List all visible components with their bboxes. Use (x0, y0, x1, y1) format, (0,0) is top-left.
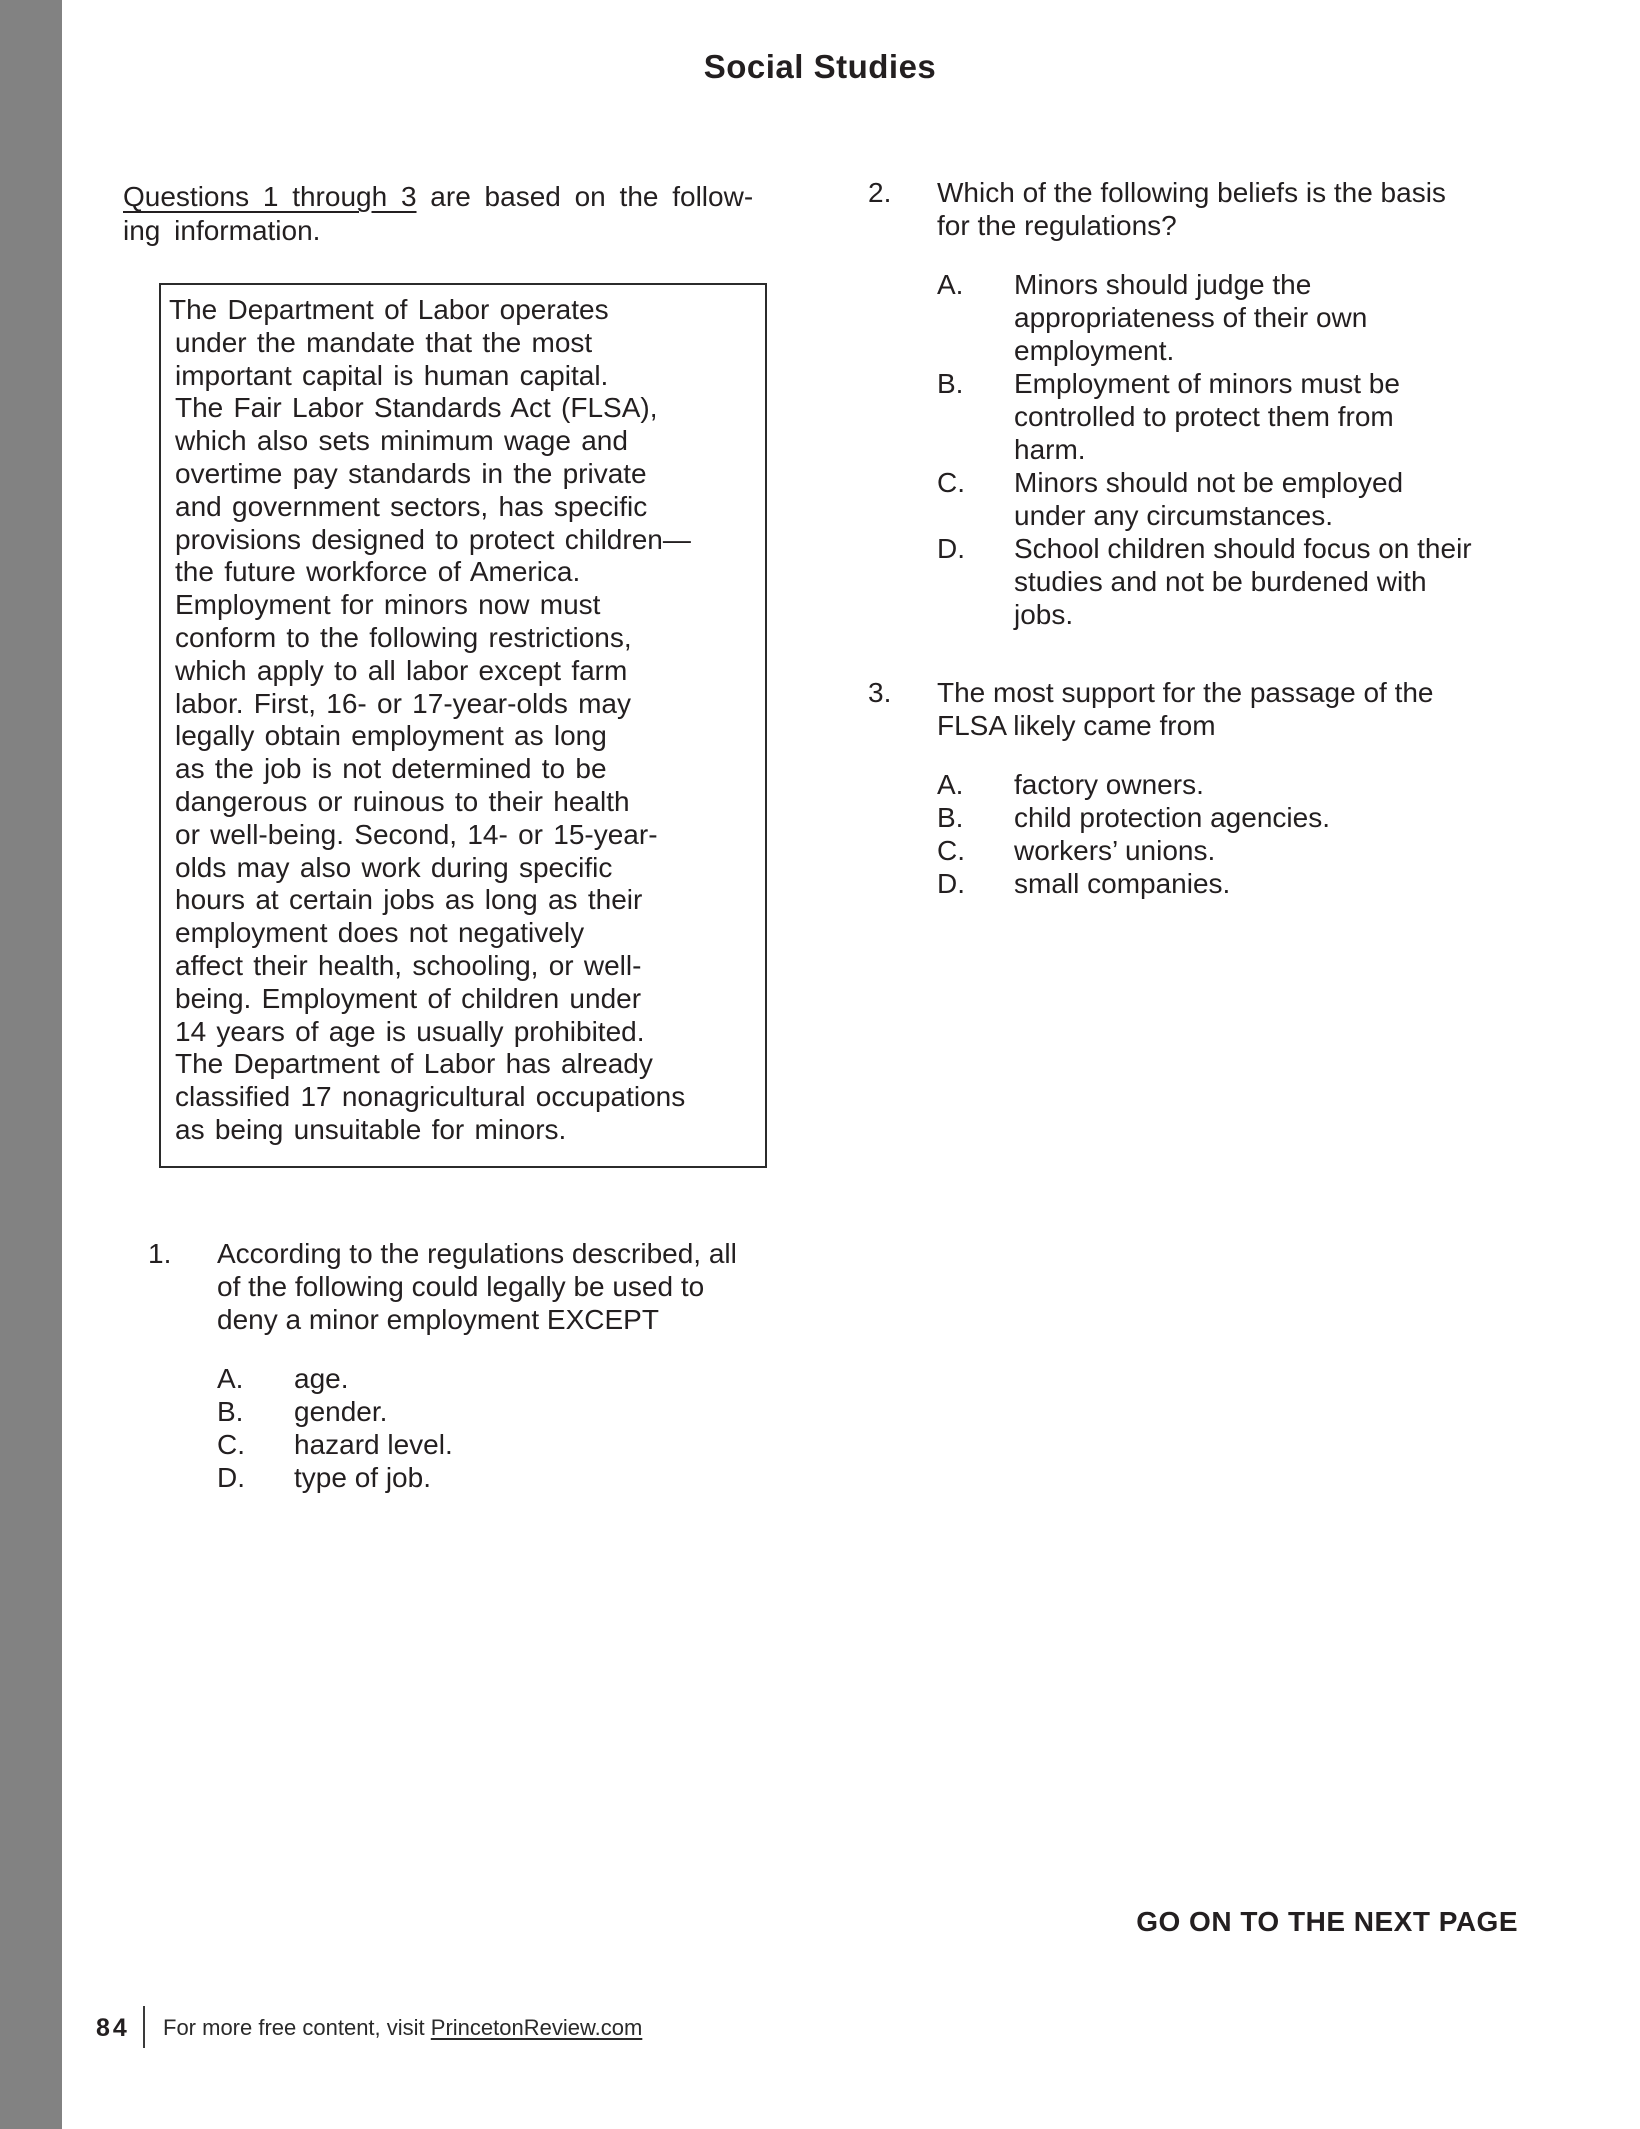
intro-underlined-text: Questions 1 through 3 (123, 181, 417, 212)
option-text (1014, 367, 1400, 466)
passage-line: The Fair Labor Standards Act (FLSA), (175, 392, 658, 424)
option-line: workers’ unions. (1014, 835, 1216, 866)
option-line: Minors should not be employed (1014, 467, 1404, 498)
question-number: 2. (868, 177, 892, 208)
passage-line: which also sets minimum wage and (175, 425, 628, 457)
question-2 (868, 176, 1472, 631)
passage-line: which apply to all labor except farm (175, 654, 628, 686)
stem-options-gap (217, 1336, 737, 1362)
page-number: 84 (96, 2014, 130, 2042)
passage-line: hours at certain jobs as long as their (175, 884, 643, 916)
passage-line: 14 years of age is usually prohibited. (175, 1015, 645, 1047)
go-on-instruction: GO ON TO THE NEXT PAGE (1136, 1906, 1518, 1937)
option-letter: C. (217, 1429, 245, 1460)
page-title: Social Studies (703, 48, 937, 85)
intro-line-1-rest: are based on the follow- (416, 181, 754, 212)
option-letter: A. (217, 1363, 244, 1394)
option-line: appropriateness of their own (1014, 302, 1368, 333)
passage-line: The Department of Labor operates (169, 294, 609, 325)
question-body (937, 676, 1434, 900)
question-stem-line: Which of the following beliefs is the basis (937, 177, 1446, 208)
option-line: studies and not be burdened with (1014, 566, 1427, 597)
option-letter: B. (937, 802, 964, 833)
option-text (1014, 768, 1204, 801)
passage-line: as the job is not determined to be (175, 753, 607, 785)
passage-line: conform to the following restrictions, (175, 621, 632, 653)
option-letter: A. (937, 769, 964, 800)
question-stem-line: for the regulations? (937, 210, 1177, 241)
question-stem-line: The most support for the passage of the (937, 677, 1434, 708)
option-letter: D. (937, 868, 965, 899)
passage-line: labor. First, 16- or 17-year-olds may (175, 687, 631, 719)
passage-line: legally obtain employment as long (175, 720, 607, 752)
passage-line: affect their health, schooling, or well- (175, 949, 642, 981)
question-body (217, 1237, 737, 1494)
option-text (294, 1395, 387, 1428)
passage-line: and government sectors, has specific (175, 490, 648, 522)
option-row (217, 1362, 737, 1395)
option-row (217, 1461, 737, 1494)
intro-line-1 (123, 180, 757, 214)
option-line: gender. (294, 1396, 388, 1427)
option-text (294, 1461, 431, 1494)
option-line: small companies. (1014, 868, 1231, 899)
intro-paragraph (123, 180, 757, 248)
passage-line: under the mandate that the most (175, 326, 593, 358)
passage-line: the future workforce of America. (175, 556, 581, 588)
option-row (217, 1395, 737, 1428)
option-line: factory owners. (1014, 769, 1204, 800)
option-letter: B. (937, 368, 964, 399)
option-letter: D. (937, 533, 965, 564)
option-line: child protection agencies. (1014, 802, 1330, 833)
passage-line: Employment for minors now must (175, 589, 601, 621)
passage-line: or well-being. Second, 14- or 15-year- (175, 818, 658, 850)
option-text (1014, 834, 1215, 867)
left-margin-bar (0, 0, 62, 2129)
passage-line: classified 17 nonagricultural occupations (175, 1081, 686, 1113)
option-row (937, 768, 1434, 801)
option-line: hazard level. (294, 1429, 453, 1460)
option-line: Employment of minors must be (1014, 368, 1400, 399)
option-letter: A. (937, 269, 964, 300)
option-text (1014, 268, 1367, 367)
option-row (937, 268, 1472, 367)
option-row (937, 466, 1472, 532)
option-text (1014, 466, 1403, 532)
passage-line: olds may also work during specific (175, 851, 613, 883)
passage-box (159, 283, 767, 1168)
passage-line: provisions designed to protect children— (175, 523, 691, 555)
footer-divider (143, 2006, 145, 2048)
option-text (1014, 801, 1330, 834)
passage-line: important capital is human capital. (175, 359, 609, 391)
question-body (937, 176, 1472, 631)
option-row (937, 867, 1434, 900)
option-line: School children should focus on their (1014, 533, 1472, 564)
passage-line: dangerous or ruinous to their health (175, 785, 630, 817)
footer-link[interactable]: PrincetonReview.com (430, 2015, 643, 2040)
footer-note (163, 2015, 642, 2041)
option-line: type of job. (294, 1462, 431, 1493)
option-line: age. (294, 1363, 349, 1394)
option-text (294, 1362, 349, 1395)
option-letter: C. (937, 467, 965, 498)
option-letter: C. (937, 835, 965, 866)
question-stem-line: deny a minor employment EXCEPT (217, 1304, 659, 1335)
passage-line: as being unsuitable for minors. (175, 1113, 567, 1145)
passage-line: The Department of Labor has already (175, 1048, 653, 1080)
option-row (937, 367, 1472, 466)
option-row (937, 801, 1434, 834)
option-line: employment. (1014, 335, 1175, 366)
page-footer (0, 2006, 1640, 2052)
option-line: controlled to protect them from (1014, 401, 1394, 432)
option-row (937, 532, 1472, 631)
option-letter: D. (217, 1462, 245, 1493)
option-line: jobs. (1014, 599, 1074, 630)
option-letter: B. (217, 1396, 244, 1427)
option-text (1014, 532, 1472, 631)
option-line: Minors should judge the (1014, 269, 1312, 300)
option-text (294, 1428, 453, 1461)
passage-line: being. Employment of children under (175, 982, 642, 1014)
question-stem-line: According to the regulations described, all (217, 1238, 737, 1269)
option-line: harm. (1014, 434, 1086, 465)
question-3 (868, 676, 1434, 900)
passage-line: overtime pay standards in the private (175, 457, 647, 489)
question-stem-line: of the following could legally be used to (217, 1271, 705, 1302)
question-stem-line: FLSA likely came from (937, 710, 1216, 741)
question-number: 1. (148, 1238, 172, 1269)
stem-options-gap (937, 742, 1434, 768)
question-1 (148, 1237, 737, 1494)
passage-line: employment does not negatively (175, 917, 585, 949)
option-row (937, 834, 1434, 867)
stem-options-gap (937, 242, 1472, 268)
option-row (217, 1428, 737, 1461)
footer-note-text: For more free content, visit (163, 2015, 431, 2040)
option-text (1014, 867, 1230, 900)
option-line: under any circumstances. (1014, 500, 1334, 531)
intro-line-2: ing information. (123, 215, 321, 246)
question-number: 3. (868, 677, 892, 708)
